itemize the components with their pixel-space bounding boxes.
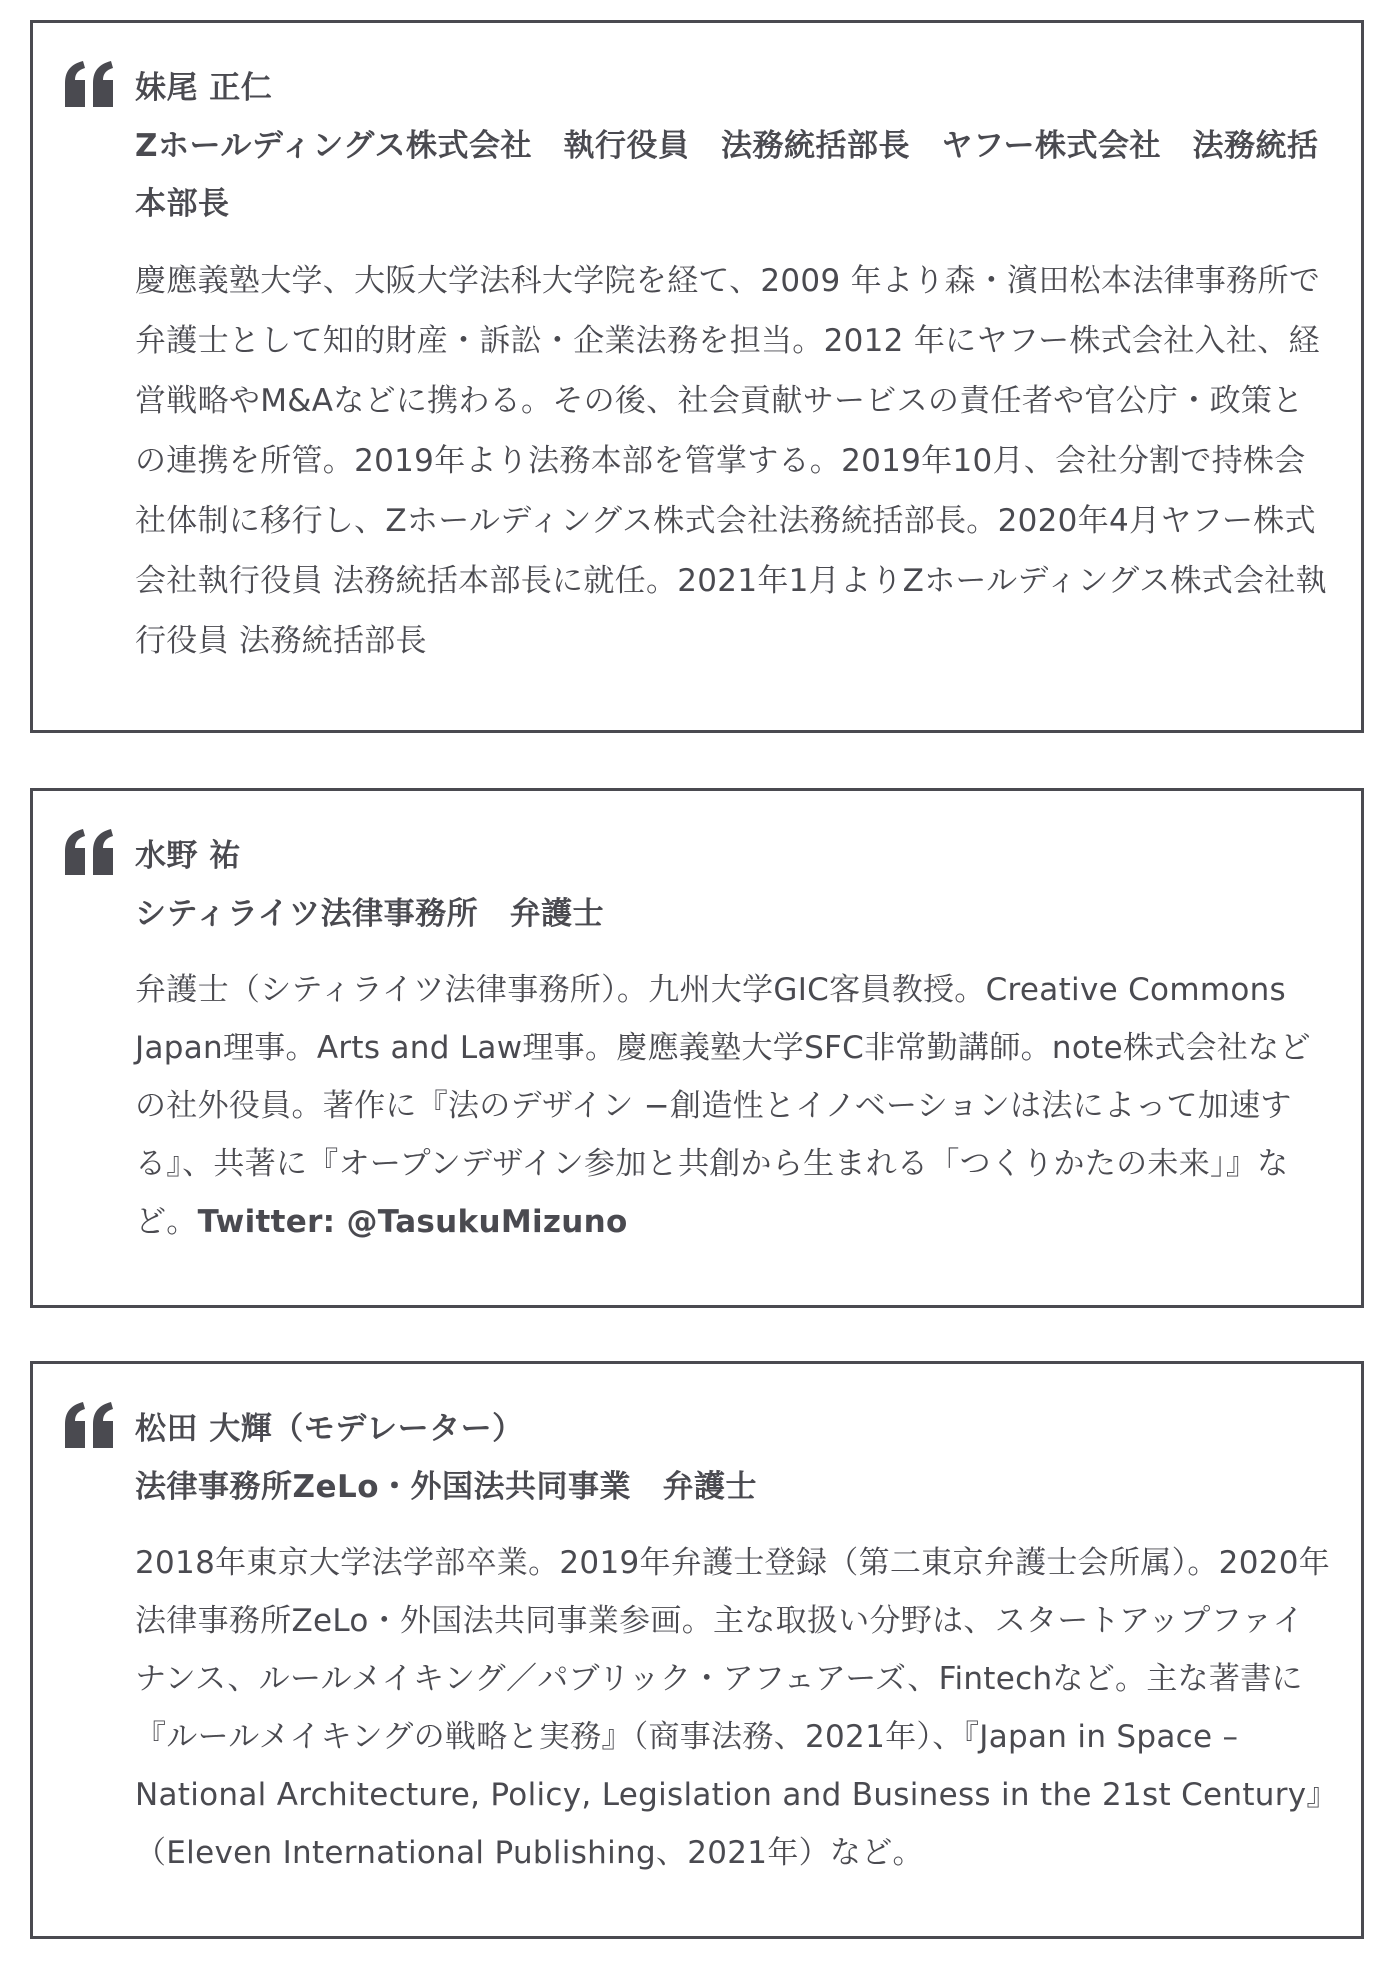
speaker-title: 法律事務所ZeLo・外国法共同事業 弁護士 [135, 1469, 758, 1505]
speaker-bio [135, 961, 1333, 1251]
speaker-title: シティライツ法律事務所 弁護士 [135, 896, 605, 932]
quote-open-icon [63, 61, 115, 107]
twitter-handle-link[interactable]: Twitter: @TasukuMizuno [197, 1204, 628, 1240]
speaker-name: 水野 祐 [135, 838, 241, 874]
speaker-name: 松田 大輝（モデレーター） [135, 1411, 524, 1447]
speaker-title: Zホールディングス株式会社 執行役員 法務統括部長 ヤフー株式会社 法務統括本部長 [135, 128, 1319, 222]
profile-card-mizuno [30, 788, 1364, 1308]
speaker-bio: 2018年東京大学法学部卒業。2019年弁護士登録（第二東京弁護士会所属）。2020年法律事務所ZeLo・外国法共同事業参画。主な取扱い分野は、スタートアップファイナンス、ルールメイキング／パブリック・アフェアーズ、Fintechなど。主な著書に『ルールメイキングの戦略と実務』（商事法務、2021年）、『Japan in Space – National Architecture, Policy, Legislation and Business in the 21st Century』（Eleven International Publishing、2021年）など。 [135, 1545, 1331, 1871]
speaker-bio: 慶應義塾大学、大阪大学法科大学院を経て、2009 年より森・濱田松本法律事務所で弁護士として知的財産・訴訟・企業法務を担当。2012 年にヤフー株式会社入社、経営戦略やM&Aなどに携わる。その後、社会貢献サービスの責任者や官公庁・政策との連携を所管。2019年より法務本部を管掌する。2019年10月、会社分割で持株会社体制に移行し、Zホールディングス株式会社法務統括部長。2020年4月ヤフー株式会社執行役員 法務統括本部長に就任。2021年1月よりZホールディングス株式会社執行役員 法務統括部長 [135, 263, 1327, 659]
profile-card-matsuda [30, 1361, 1364, 1939]
speaker-bio-text: 弁護士（シティライツ法律事務所）。九州大学GIC客員教授。Creative Commons Japan理事。Arts and Law理事。慶應義塾大学SFC非常勤講師。note株式会社などの社外役員。著作に『法のデザイン −創造性とイノベーションは法によって加速する』、共著に『オープンデザイン参加と共創から生まれる「つくりかたの未来」』など。 [135, 972, 1311, 1240]
profile-card-seno [30, 20, 1364, 733]
speaker-name: 妹尾 正仁 [135, 70, 273, 106]
quote-open-icon [63, 829, 115, 875]
quote-open-icon [63, 1402, 115, 1448]
